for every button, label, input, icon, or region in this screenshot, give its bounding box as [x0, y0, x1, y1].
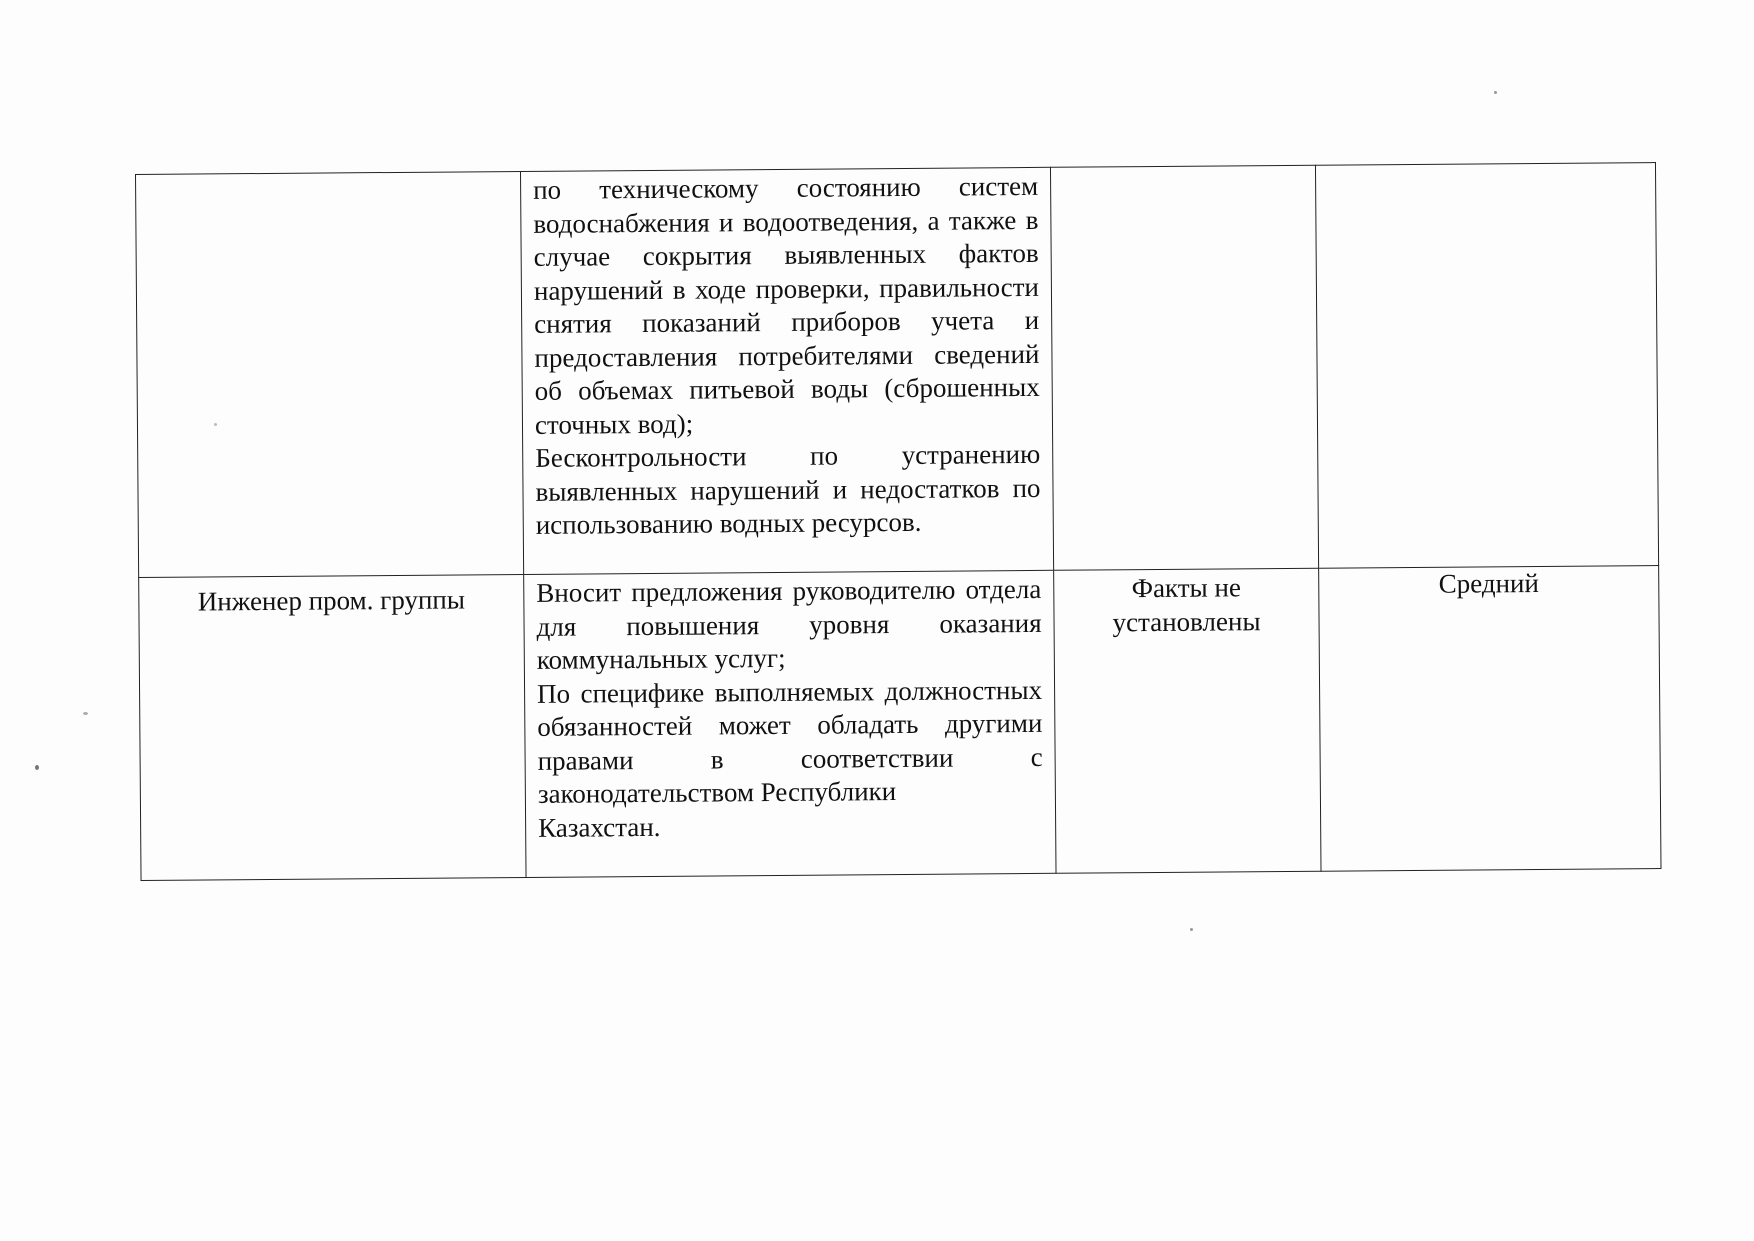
duties-paragraph: по техническому состоянию систем водоснабжения и водоотведения, а также в случае сокрытия выявленных фактов нарушений в ходе проверки, правильности снятия показаний приборов учета и предоставления потребителями сведений об объемах питьевой воды (сброшенных сточных вод);: [533, 170, 1040, 440]
duties-paragraph: Вносит предложения руководителю отдела для повышения уровня оказания коммунальных услуг;: [536, 573, 1042, 675]
risk-level-cell: [1315, 163, 1658, 569]
duties-cell: [520, 167, 1053, 574]
scan-speck: [1494, 91, 1497, 94]
risk-level-text: Средний: [1438, 567, 1539, 599]
duties-paragraph: Казахстан.: [538, 811, 661, 843]
facts-cell: [1054, 568, 1321, 873]
position-cell: [139, 574, 526, 880]
facts-text: [1063, 168, 1303, 170]
duties-cell: [524, 570, 1056, 877]
scan-speck: [83, 712, 88, 715]
table-row: [139, 566, 1661, 881]
risk-level-cell: [1319, 566, 1661, 872]
duties-paragraph: По специфике выполняемых должностных обязанностей может обладать другими правами в соответствии с законодательством Республики: [536, 674, 1043, 809]
scan-speck: [214, 423, 217, 426]
scan-speck: [35, 765, 39, 770]
corruption-risk-table: [135, 162, 1662, 881]
scan-speck: [1190, 928, 1193, 931]
duties-paragraph: Бесконтрольности по устранению выявленных нарушений и недостатков по использованию водных ресурсов.: [535, 438, 1041, 540]
facts-cell: [1050, 165, 1318, 570]
position-text: [148, 174, 508, 177]
risk-level-text: [1328, 165, 1643, 167]
facts-text: Факты не установлены: [1112, 572, 1261, 637]
table-row: [136, 163, 1659, 578]
position-text: Инженер пром. группы: [197, 584, 466, 617]
position-cell: [136, 171, 524, 577]
